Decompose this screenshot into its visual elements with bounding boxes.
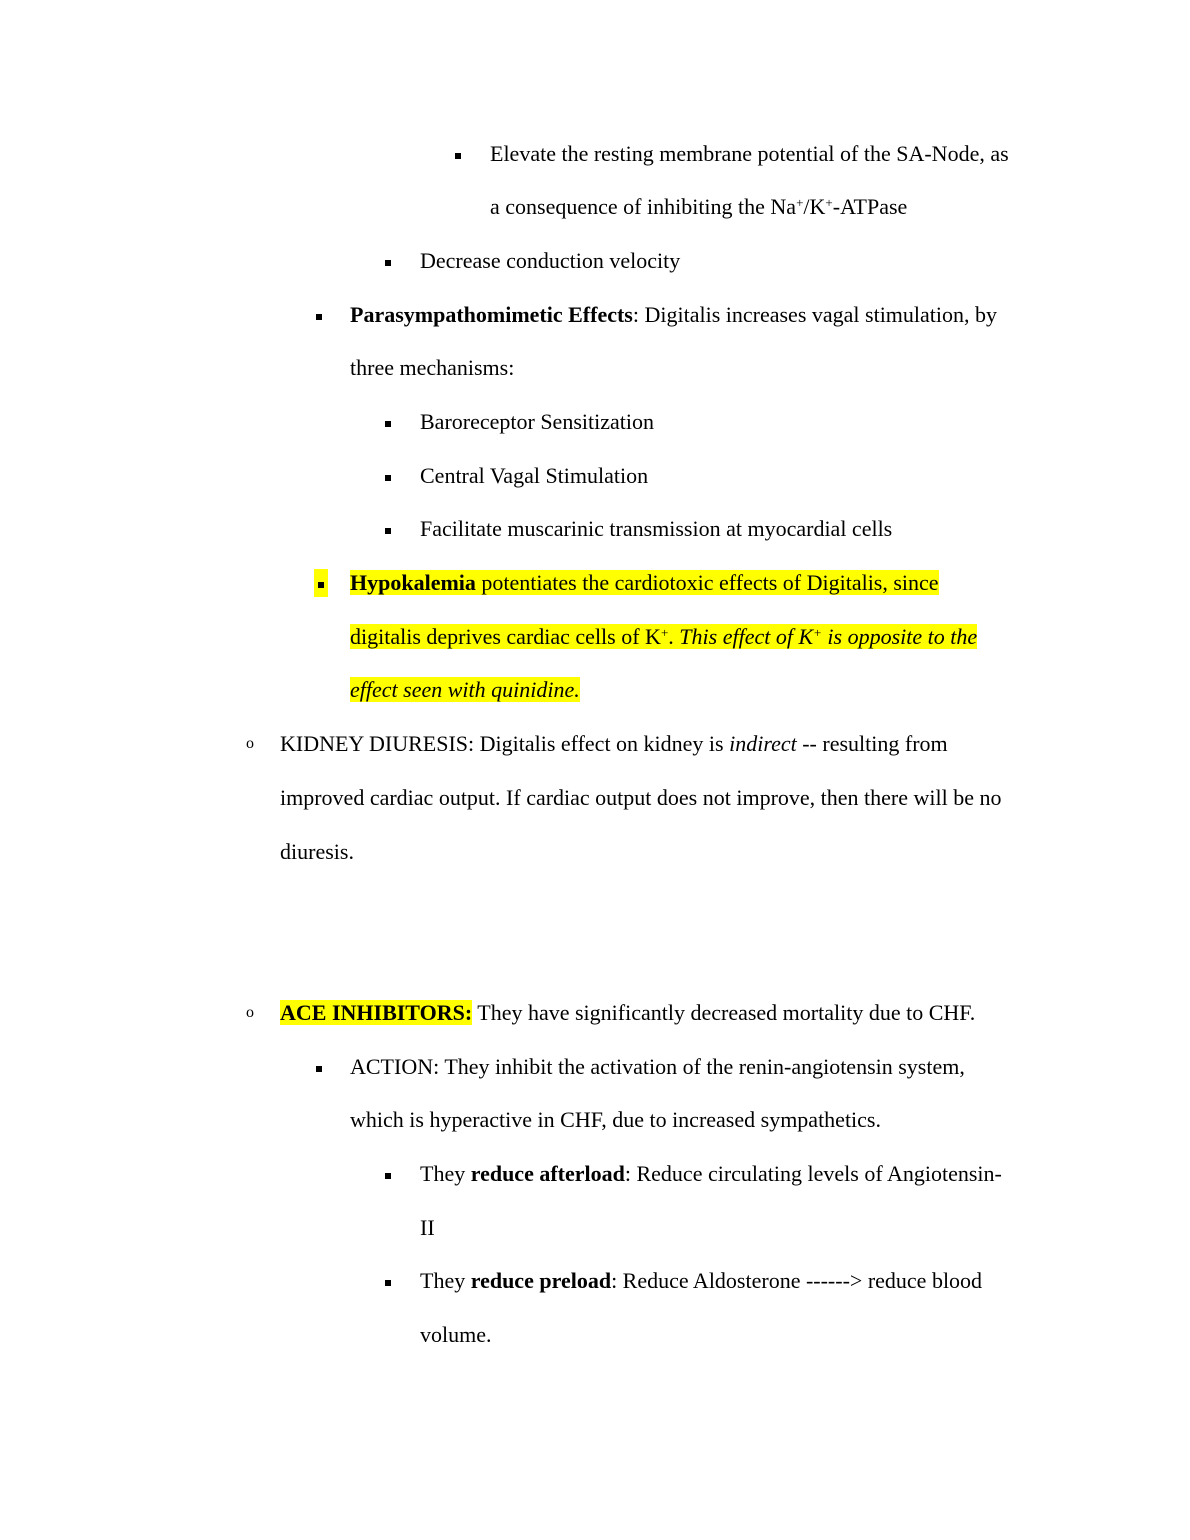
circle-bullet: o — [246, 1004, 254, 1021]
square-bullet — [316, 1053, 336, 1081]
square-bullet — [385, 1267, 405, 1295]
action-line-1: ACTION: They inhibit the activation of the renin-angiotensin system, — [350, 1054, 965, 1079]
square-bullet — [385, 247, 405, 275]
square-bullet-highlighted — [314, 569, 328, 597]
afterload-line-2: II — [420, 1215, 435, 1240]
square-bullet — [385, 515, 405, 543]
ace-inhibitors-heading: ACE INHIBITORS: They have significantly decreased mortality due to CHF. — [280, 1000, 976, 1025]
action-line-2: which is hyperactive in CHF, due to increased sympathetics. — [350, 1107, 881, 1132]
muscarinic-item: Facilitate muscarinic transmission at myocardial cells — [420, 516, 893, 541]
kidney-line-3: diuresis. — [280, 839, 354, 864]
kidney-line-1: KIDNEY DIURESIS: Digitalis effect on kidney is indirect -- resulting from — [280, 731, 948, 756]
square-bullet — [385, 462, 405, 490]
parasympathomimetic-line-2: three mechanisms: — [350, 355, 515, 380]
hypokalemia-line-3: effect seen with quinidine. — [350, 677, 580, 702]
parasympathomimetic-line-1: Parasympathomimetic Effects: Digitalis increases vagal stimulation, by — [350, 302, 998, 327]
afterload-line-1: They reduce afterload: Reduce circulating levels of Angiotensin- — [420, 1161, 1002, 1186]
kidney-line-2: improved cardiac output. If cardiac output does not improve, then there will be no — [280, 785, 1002, 810]
square-bullet — [316, 301, 336, 329]
preload-line-2: volume. — [420, 1322, 492, 1347]
conduction-item: Decrease conduction velocity — [420, 248, 681, 273]
hypokalemia-line-1: Hypokalemia potentiates the cardiotoxic effects of Digitalis, since — [350, 570, 939, 595]
sa-node-line-1: Elevate the resting membrane potential of the SA-Node, as — [490, 141, 1009, 166]
circle-bullet: o — [246, 735, 254, 752]
preload-line-1: They reduce preload: Reduce Aldosterone ------> reduce blood — [420, 1268, 983, 1293]
baroreceptor-item: Baroreceptor Sensitization — [420, 409, 654, 434]
sa-node-line-2: a consequence of inhibiting the Na+/K+-ATPase — [490, 194, 908, 219]
square-bullet — [455, 140, 475, 168]
square-bullet — [385, 408, 405, 436]
square-bullet — [385, 1160, 405, 1188]
hypokalemia-line-2: digitalis deprives cardiac cells of K+. This effect of K+ is opposite to the — [350, 624, 978, 649]
central-vagal-item: Central Vagal Stimulation — [420, 463, 649, 488]
